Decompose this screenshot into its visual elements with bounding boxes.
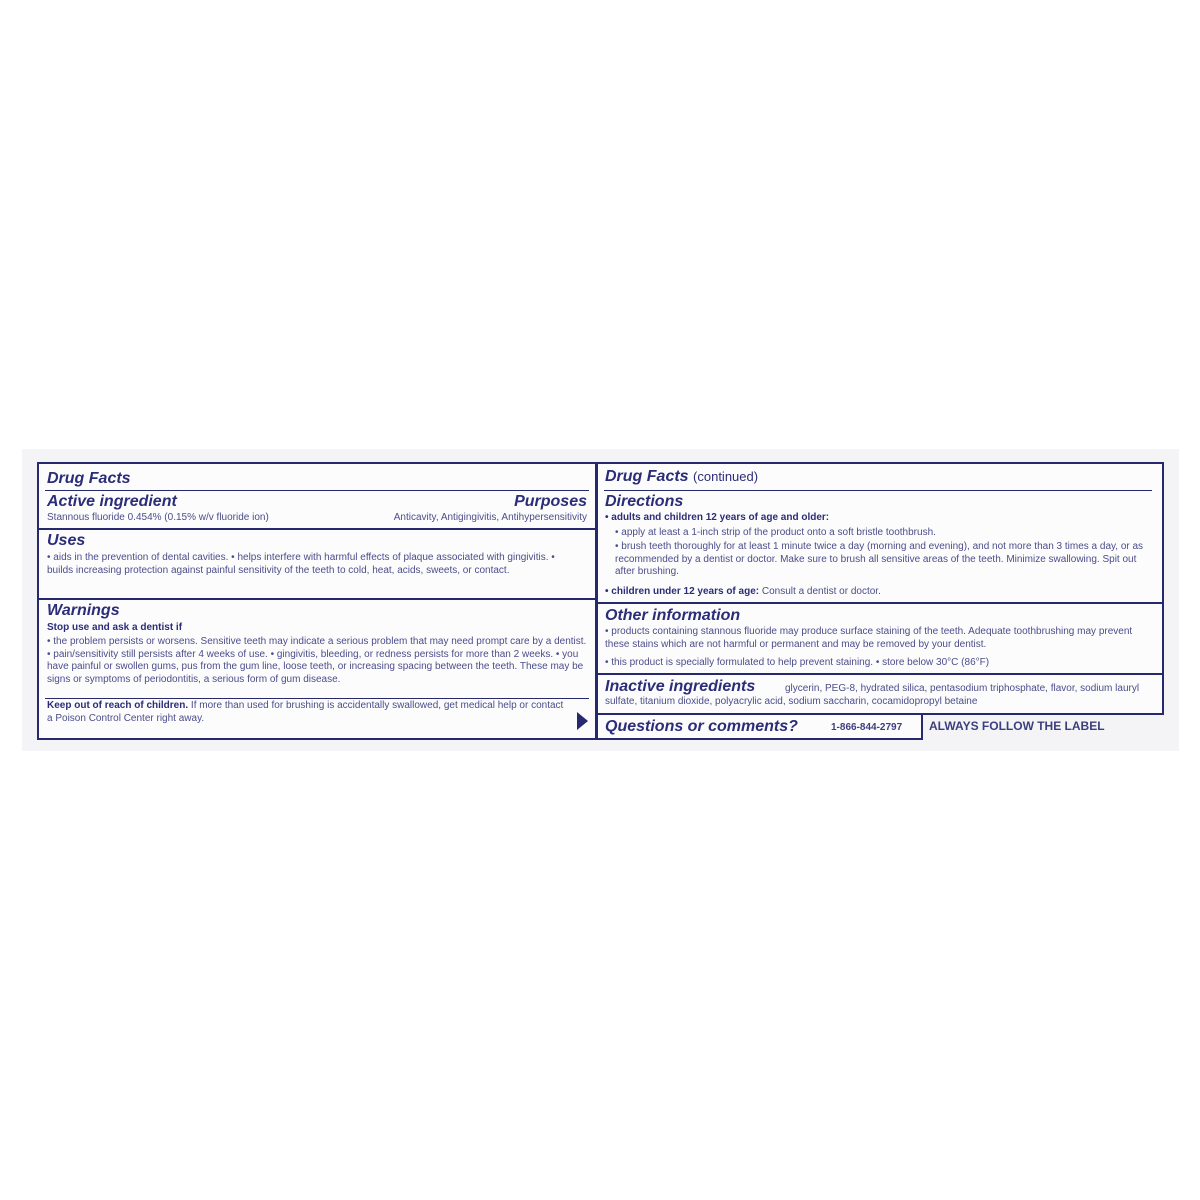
drug-facts-title: Drug Facts [47, 470, 131, 487]
keep-out-text [47, 700, 567, 725]
children-directions [605, 586, 881, 599]
other-information-1: • products containing stannous fluoride may produce surface staining of the teeth. Adequate toothbrushing may prevent these stains which are not harmful or permanent and may be removed by your dentist. [605, 626, 1133, 650]
section-divider [39, 528, 595, 530]
always-follow-label: ALWAYS FOLLOW THE LABEL [929, 719, 1105, 733]
drug-facts-continued-title [605, 468, 758, 486]
continued-label: (continued) [693, 469, 759, 484]
stop-use-heading: Stop use and ask a dentist if [47, 622, 183, 633]
keep-out-rest: If more than used for brushing is accidentally swallowed, get medical help or contact a Poison Control Center right away. [47, 700, 564, 724]
continue-arrow-icon [577, 712, 588, 730]
active-ingredient-text: Stannous fluoride 0.454% (0.15% w/v fluoride ion) [47, 512, 269, 523]
title-rule [604, 490, 1152, 491]
purposes-heading: Purposes [514, 493, 587, 510]
drug-facts-left-panel [37, 462, 597, 740]
other-information-2: • this product is specially formulated to help prevent staining. • store below 30°C (86°F) [605, 657, 990, 668]
inactive-ingredients-text: glycerin, PEG-8, hydrated silica, pentasodium triphosphate, flavor, sodium lauryl sulfate, titanium dioxide, polyacrylic acid, sodium saccharin, cocamidopropyl betaine [605, 683, 1140, 707]
warnings-text: • the problem persists or worsens. Sensitive teeth may indicate a serious problem that may need prompt care by a dentist. • pain/sensitivity still persists after 4 weeks of use. • gingivitis, bleeding, or redness persists for more than 2 weeks. • you have painful or swollen gums, pus from the gum line, loose teeth, or increasing spacing between the teeth. These may be signs or symptoms of periodontitis, a serious form of gum disease. [47, 636, 587, 685]
section-divider [598, 673, 1162, 675]
purposes-text: Anticavity, Antigingivitis, Antihypersensitivity [393, 512, 587, 523]
warnings-heading: Warnings [47, 602, 120, 619]
keep-out-rule [45, 698, 589, 699]
children-bold: • children under 12 years of age: [605, 586, 760, 597]
adults-heading: • adults and children 12 years of age and older: [605, 512, 830, 523]
children-text: Consult a dentist or doctor. [759, 586, 881, 597]
other-information-heading: Other information [605, 607, 741, 624]
directions-heading: Directions [605, 493, 684, 510]
inactive-ingredients-heading: Inactive ingredients [605, 678, 756, 695]
directions-step-1: • apply at least a 1-inch strip of the product onto a soft bristle toothbrush. [615, 527, 936, 538]
right-title: Drug Facts [605, 468, 689, 485]
questions-box [596, 713, 923, 740]
active-ingredient-heading: Active ingredient [47, 493, 177, 510]
keep-out-bold: Keep out of reach of children. [47, 700, 189, 711]
phone-number: 1-866-844-2797 [831, 722, 903, 733]
uses-heading: Uses [47, 532, 86, 549]
title-rule [45, 490, 589, 491]
directions-step-2: • brush teeth thoroughly for at least 1 minute twice a day (morning and evening), and not more than 3 times a day, or as recommended by a dentist or doctor. Make sure to brush all sensitive areas of the teeth. Minimize swallowing. Spit out after brushing. [615, 541, 1144, 578]
section-divider [598, 602, 1162, 604]
drug-facts-right-panel [596, 462, 1164, 715]
section-divider [39, 598, 595, 600]
questions-heading: Questions or comments? [605, 718, 798, 735]
uses-text: • aids in the prevention of dental cavities. • helps interfere with harmful effects of plaque associated with gingivitis. • builds increasing protection against painful sensitivity of the teeth to cold, heat, acids, sweets, or contact. [47, 552, 555, 576]
